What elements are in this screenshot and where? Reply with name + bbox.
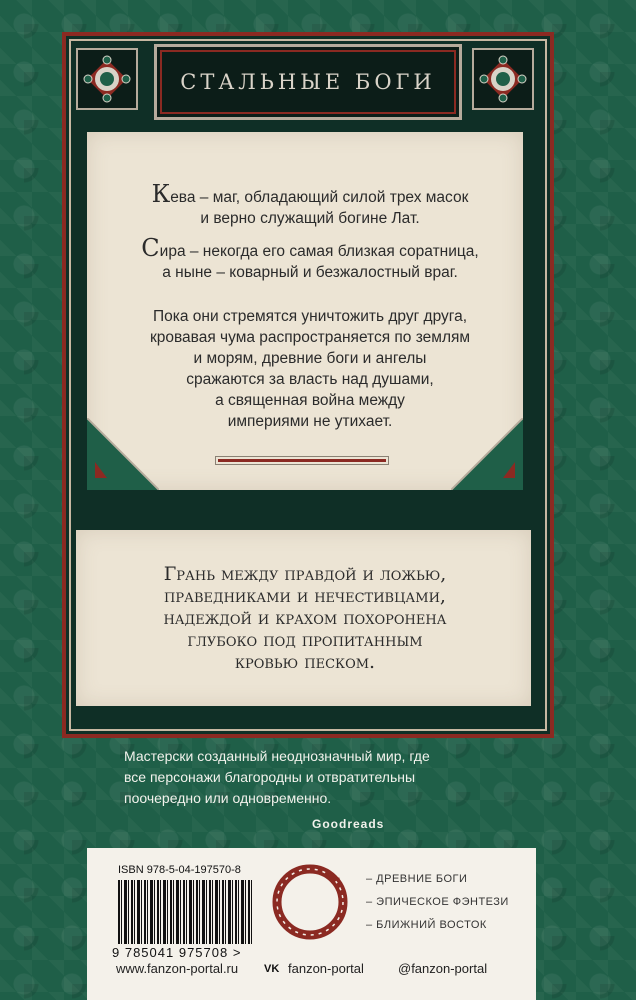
dropcap: С [141,234,160,262]
vk-handle: fanzon-portal [288,961,364,976]
dropcap: К [151,180,171,208]
review-line: Мастерски созданный неоднозначный мир, где [124,748,430,764]
review-line: все персонажи благородны и отвратительны [124,769,416,785]
blurb-line: сражаются за власть над душами, [186,371,434,388]
barcode-icon [118,880,254,944]
genre-tag: – БЛИЖНИЙ ВОСТОК [366,919,487,931]
barcode-number: 9 785041 975708 > [112,945,242,960]
isbn: ISBN 978-5-04-197570-8 [118,864,241,876]
quote-line: глубоко под пропитанным [187,629,423,651]
social-handle: @fanzon-portal [398,961,488,976]
ornament-medallion-left-icon [76,48,138,110]
review-line: поочередно или одновременно. [124,790,332,806]
blurb-line: ира – некогда его самая близкая соратница, [159,243,479,260]
quote-line: Грань между правдой и ложью, [163,563,447,585]
review-quote [124,746,494,809]
blurb-line: Пока они стремятся уничтожить друг друга, [152,308,468,325]
review-source: Goodreads [312,817,385,831]
divider-bar [218,459,386,462]
blurb-line: а ныне – коварный и безжалостный враг. [162,264,458,281]
quote-text [90,563,520,673]
blurb-line: империями не утихает. [227,413,393,430]
blurb-line: и верно служащий богине Лат. [200,210,420,227]
quote-line: кровью песком. [234,651,376,673]
series-title: СТАЛЬНЫЕ БОГИ [180,70,436,94]
series-title-box [154,44,462,120]
blurb-paragraph-3 [110,306,510,432]
blurb-paragraph-1 [110,180,510,229]
blurb-line: кровавая чума распространяется по землям [149,329,471,346]
quote-line: надеждой и крахом похоронена [163,607,447,629]
ornament-medallion-right-icon [472,48,534,110]
blurb-line: а священная война между [215,392,405,409]
blurb-paragraph-2 [110,234,510,283]
publisher-website: www.fanzon-portal.ru [116,961,239,976]
blurb-line: ева – маг, обладающий силой трех масок [170,189,469,206]
ouroboros-logo-icon [270,862,350,942]
blurb-line: и морям, древние боги и ангелы [193,350,427,367]
quote-line: праведниками и нечестивцами, [164,585,446,607]
genre-tag: – ЭПИЧЕСКОЕ ФЭНТЕЗИ [366,896,509,908]
vk-icon: VK [264,963,280,975]
genre-tag: – ДРЕВНИЕ БОГИ [366,873,468,885]
